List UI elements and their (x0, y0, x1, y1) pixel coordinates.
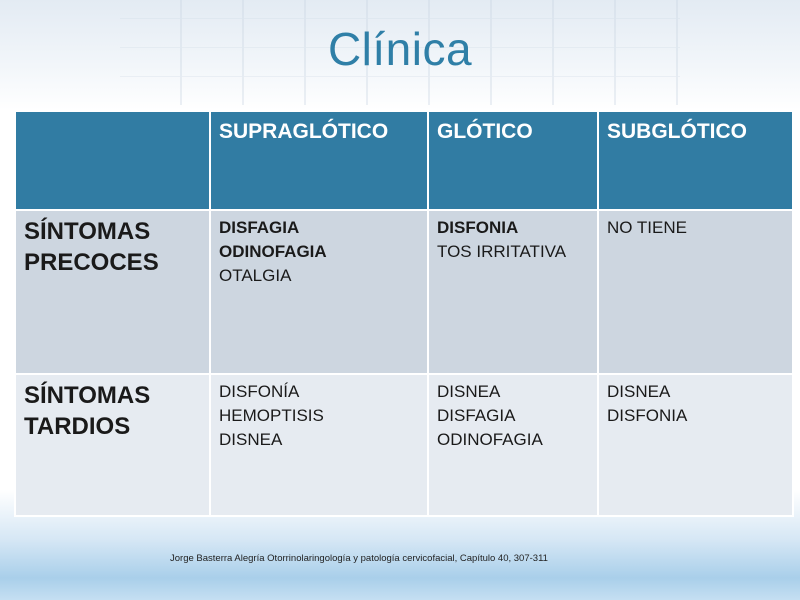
row-header-line: TARDIOS (24, 413, 131, 440)
cell-tardios-supraglotico (210, 374, 428, 516)
cell-precoces-glotico (428, 210, 598, 374)
table-row-precoces (15, 210, 793, 374)
row-header-line: SÍNTOMAS (24, 382, 151, 409)
row-header-line: PRECOCES (24, 249, 159, 276)
row-header-tardios (15, 374, 210, 516)
symptom: DISFONÍA (219, 382, 300, 401)
table-row-tardios (15, 374, 793, 516)
slide-title: Clínica (327, 23, 473, 75)
symptom: DISFONIA (607, 406, 688, 425)
header-cell-supraglotico: SUPRAGLÓTICO (210, 111, 428, 210)
symptom-bold: DISFAGIA (219, 218, 300, 237)
row-header-precoces (15, 210, 210, 374)
cell-tardios-glotico (428, 374, 598, 516)
header-cell-glotico: GLÓTICO (428, 111, 598, 210)
citation-text: Jorge Basterra Alegría Otorrinolaringología y patología cervicofacial, Capítulo 40, 307-311 (170, 553, 548, 564)
symptom: NO TIENE (607, 218, 687, 237)
symptom: DISNEA (607, 382, 671, 401)
cell-precoces-supraglotico (210, 210, 428, 374)
symptom: DISFAGIA (437, 406, 516, 425)
table-header-row (15, 111, 793, 210)
symptom: DISNEA (219, 430, 283, 449)
header-cell-empty (15, 111, 210, 210)
header-cell-subglotico: SUBGLÓTICO (598, 111, 793, 210)
symptom: OTALGIA (219, 266, 292, 285)
symptoms-table (14, 110, 794, 517)
cell-precoces-subglotico (598, 210, 793, 374)
symptom-bold: DISFONIA (437, 218, 519, 237)
symptom: HEMOPTISIS (219, 406, 324, 425)
symptom: ODINOFAGIA (437, 430, 543, 449)
row-header-line: SÍNTOMAS (24, 218, 151, 245)
symptom-bold: ODINOFAGIA (219, 242, 327, 261)
symptom: DISNEA (437, 382, 501, 401)
symptom: TOS IRRITATIVA (437, 242, 567, 261)
cell-tardios-subglotico (598, 374, 793, 516)
